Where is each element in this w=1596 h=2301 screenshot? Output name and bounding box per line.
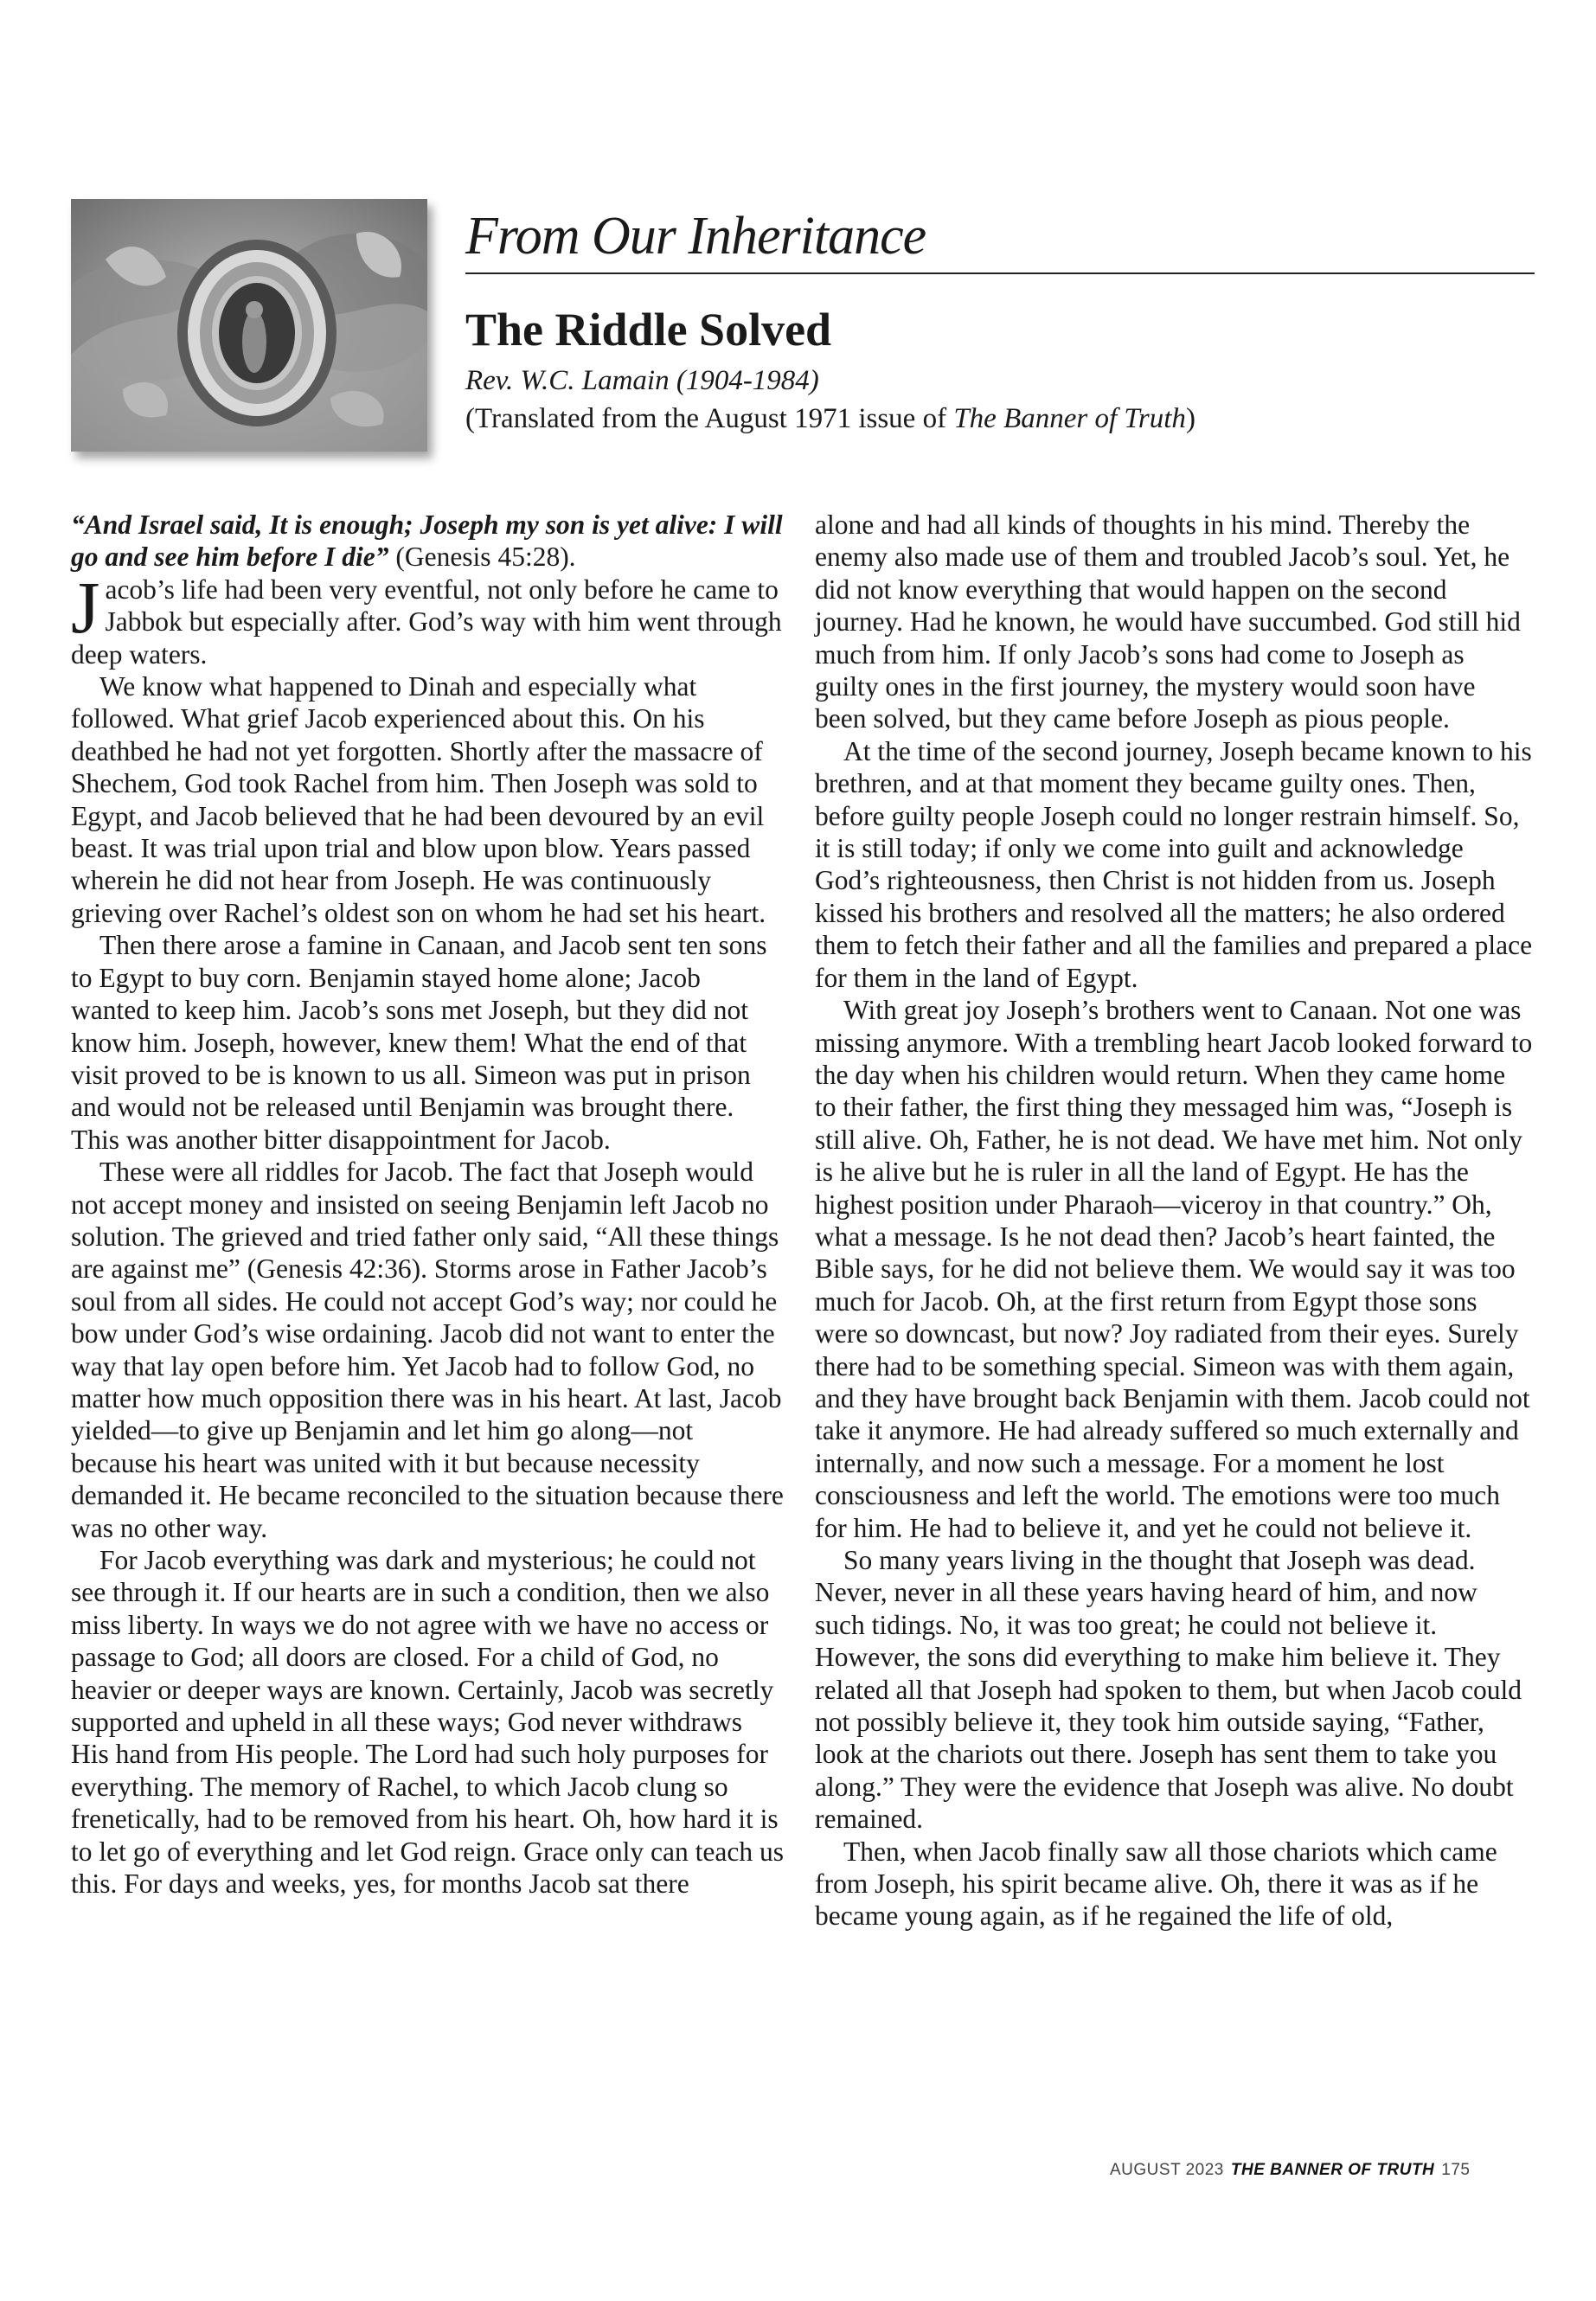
paragraph-4: These were all riddles for Jacob. The fact that Joseph would not accept money and insisted on seeing Benjamin left Jacob no solution. The grieved and tried father only said, “All these things are against me” (Genesis 42:36). Storms arose in Father Jacob’s soul from all sides. He could not accept God’s way; nor could he bow under God’s wise ordaining. Jacob did not want to enter the way that lay open before him. Yet Jacob had to follow God, no matter how much opposition there was in his heart. At last, Jacob yielded—to give up Benjamin and let him go along—not because his heart was united with it but because necessity demanded it. He became reconciled to the situation because there was no other way. bbox=[71, 1157, 784, 1543]
paragraph-6: At the time of the second journey, Joseph became known to his brethren, and at that moment they became guilty ones. Then, before guilty people Joseph could no longer restrain himself. So, it is still today; if only we come into guilt and acknowledge God’s righteousness, then Christ is not hidden from us. Joseph kissed his brothers and resolved all the matters; he also ordered them to fetch their father and all the families and prepared a place for them in the land of Egypt. bbox=[815, 735, 1533, 993]
source-publication: The Banner of Truth bbox=[953, 403, 1186, 434]
page-number: 175 bbox=[1441, 2161, 1471, 2179]
source-suffix: ) bbox=[1185, 403, 1195, 434]
header-photo-ring bbox=[71, 199, 427, 452]
epigraph bbox=[71, 509, 785, 574]
section-title: From Our Inheritance bbox=[465, 206, 1535, 274]
column-left bbox=[71, 509, 785, 1900]
paragraph-5-continued: alone and had all kinds of thoughts in his mind. Thereby the enemy also made use of them and troubled Jacob’s soul. Yet, he did not know everything that would happen on the second journey. Had he known, he would have succumbed. God still hid much from him. If only Jacob’s sons had come to Joseph as guilty ones in the first journey, the mystery would soon have been solved, but they came before Joseph as pious people. bbox=[815, 510, 1521, 734]
page-footer bbox=[1110, 2161, 1470, 2180]
paragraph-8: So many years living in the thought that Joseph was dead. Never, never in all these years having heard of him, and now such tidings. No, it was too great; he could not believe it. However, the sons did everything to make him believe it. They related all that Joseph had spoken to them, but when Jacob could not possibly believe it, they took him outside saying, “Father, look at the chariots out there. Joseph has sent them to take you along.” They were the evidence that Joseph was alive. No doubt remained. bbox=[815, 1545, 1522, 1835]
ring-illustration bbox=[71, 199, 427, 452]
paragraph-1 bbox=[71, 565, 785, 670]
paragraph-2: We know what happened to Dinah and especially what followed. What grief Jacob experienced about this. On his deathbed he had not yet forgotten. Shortly after the massacre of Shechem, God took Rachel from him. Then Joseph was sold to Egypt, and Jacob believed that he had been devoured by an evil beast. It was trial upon trial and blow upon blow. Years passed wherein he did not hear from Joseph. He was continuously grieving over Rachel’s oldest son on whom he had set his heart. bbox=[71, 671, 766, 928]
epigraph-reference: (Genesis 45:28). bbox=[388, 542, 576, 573]
article-title: The Riddle Solved bbox=[465, 304, 832, 356]
paragraph-5-start: For Jacob everything was dark and mysterious; he could not see through it. If our hearts are in such a condition, then we also miss liberty. In ways we do not agree with we have no access or passage to God; all doors are closed. For a child of God, no heavier or deeper ways are known. Certainly, Jacob was secretly supported and upheld in all these ways; God never withdraws His hand from His people. The Lord had such holy purposes for everything. The memory of Rachel, to which Jacob clung so frenetically, had to be removed from his heart. Oh, how hard it is to let go of everything and let God reign. Grace only can teach us this. For days and weeks, yes, for months Jacob sat there bbox=[71, 1545, 784, 1900]
source-line bbox=[465, 403, 1195, 435]
paragraph-3: Then there arose a famine in Canaan, and Jacob sent ten sons to Egypt to buy corn. Benjamin stayed home alone; Jacob wanted to keep him. Jacob’s sons met Joseph, but they did not know him. Joseph, however, knew them! What the end of that visit proved to be is known to us all. Simeon was put in prison and would not be released until Benjamin was brought there. This was another bitter disappointment for Jacob. bbox=[71, 930, 767, 1155]
column-right bbox=[815, 509, 1533, 1932]
source-prefix: (Translated from the August 1971 issue of bbox=[465, 403, 954, 434]
footer-date: AUGUST 2023 bbox=[1110, 2161, 1224, 2179]
paragraph-9: Then, when Jacob finally saw all those chariots which came from Joseph, his spirit became alive. Oh, there it was as if he became young again, as if he regained the life of old, bbox=[815, 1836, 1497, 1932]
epigraph-quote: “And Israel said, It is enough; Joseph my son is yet alive: I will go and see him before I die” bbox=[71, 510, 783, 573]
paragraph-7: With great joy Joseph’s brothers went to Canaan. Not one was missing anymore. With a trembling heart Jacob looked forward to the day when his children would return. When they came home to their father, the first thing they messaged him was, “Joseph is still alive. Oh, Father, he is not dead. We have met him. Not only is he alive but he is ruler in all the land of Egypt. He has the highest position under Pharaoh—viceroy in that country.” Oh, what a message. Is he not dead then? Jacob’s heart fainted, the Bible says, for he did not believe them. We would say it was too much for Jacob. Oh, at the first return from Egypt those sons were so downcast, but now? Joy radiated from their eyes. Surely there had to be something special. Simeon was with them again, and they have brought back Benjamin with them. Jacob could not take it anymore. He had already suffered so much externally and internally, and now such a message. For a moment he lost consciousness and left the world. The emotions were too much for him. He had to believe it, and yet he could not believe it. bbox=[815, 995, 1533, 1543]
paragraph-1-text: acob’s life had been very eventful, not only before he came to Jabbok but especially after. God’s way with him went through deep waters. bbox=[71, 574, 782, 670]
author-line: Rev. W.C. Lamain (1904-1984) bbox=[465, 365, 819, 396]
footer-magazine: THE BANNER OF TRUTH bbox=[1230, 2161, 1435, 2179]
drop-cap: J bbox=[71, 565, 100, 649]
